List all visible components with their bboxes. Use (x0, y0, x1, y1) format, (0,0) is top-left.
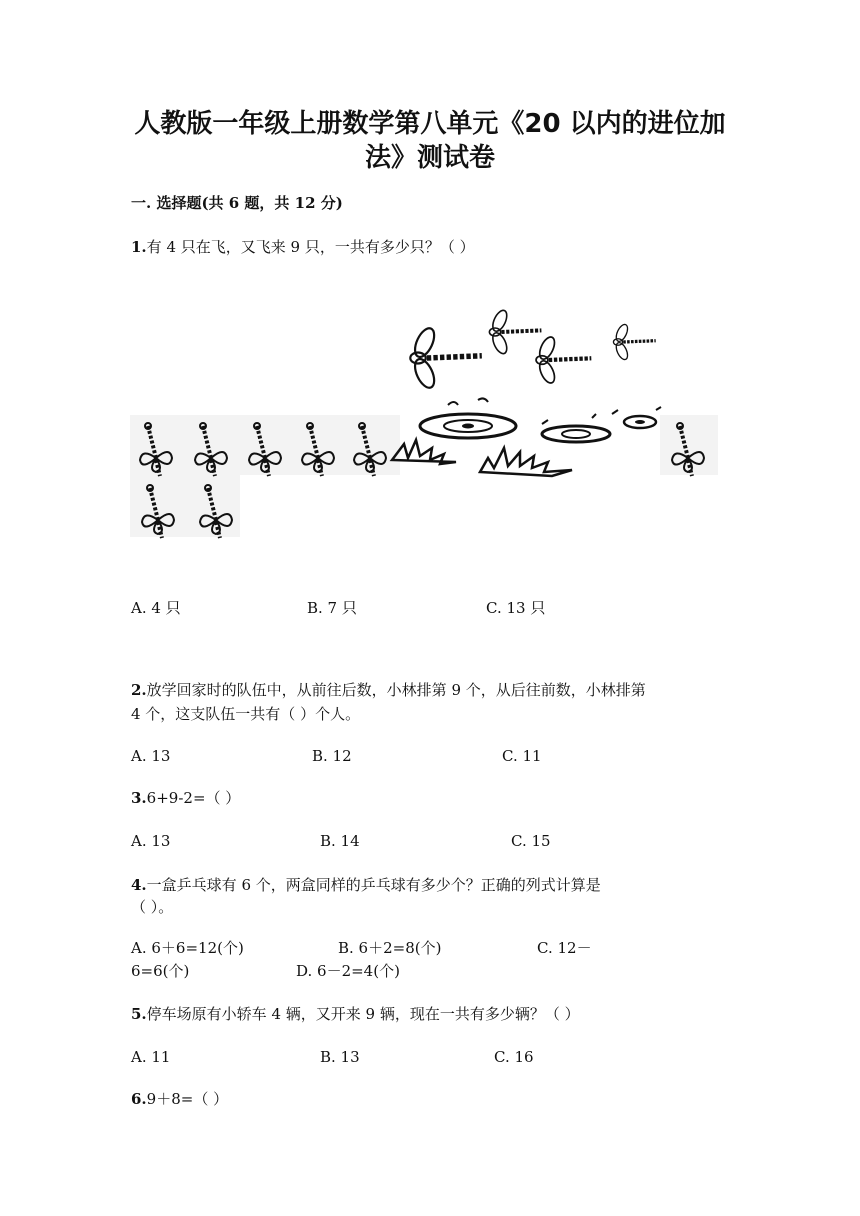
option: D. 6－2=4(个) (296, 962, 400, 980)
question-text-line1: 一盒乒乓球有 6 个，两盒同样的乒乓球有多少个？正确的列式计算是 (146, 876, 601, 894)
option: B. 7 只 (307, 599, 357, 617)
question-1 (131, 237, 475, 257)
question-3 (131, 788, 240, 808)
option: B. 12 (312, 747, 352, 765)
option: C. 16 (494, 1048, 534, 1066)
question-number: 1. (131, 238, 147, 256)
page-title-line2: 法》测试卷 (364, 143, 495, 173)
question-text-line1: 放学回家时的队伍中，从前往后数，小林排第 9 个，从后往前数，小林排第 (146, 681, 646, 699)
option: C. 11 (502, 747, 542, 765)
question-number: 4. (131, 876, 147, 894)
option: B. 6＋2=8(个) (338, 939, 442, 957)
option: B. 13 (320, 1048, 360, 1066)
question-text-line2: 4 个，这支队伍一共有（ ）个人。 (131, 705, 361, 723)
question-text: 停车场原有小轿车 4 辆，又开来 9 辆，现在一共有多少辆？（ ） (146, 1005, 580, 1023)
question-number: 2. (131, 681, 147, 699)
question-text-line2: （ ）。 (131, 898, 174, 916)
section-heading: 一. 选择题(共 6 题，共 12 分) (131, 194, 343, 212)
question-6 (131, 1089, 228, 1109)
question-text: 6+9-2=（ ） (146, 789, 241, 807)
option: A. 13 (131, 832, 171, 850)
option: A. 6＋6=12(个) (131, 939, 244, 957)
question-4 (131, 875, 601, 895)
option: A. 13 (131, 747, 171, 765)
page-title-line1: 人教版一年级上册数学第八单元《20 以内的进位加 (134, 109, 726, 139)
option: A. 11 (131, 1048, 171, 1066)
question-text: 有 4 只在飞，又飞来 9 只，一共有多少只？（ ） (146, 238, 475, 256)
dragonfly-illustration (130, 300, 720, 545)
question-number: 5. (131, 1005, 147, 1023)
option: C. 15 (511, 832, 551, 850)
question-number: 3. (131, 789, 147, 807)
option: C. 12－ (537, 939, 592, 957)
option: A. 4 只 (131, 599, 181, 617)
question-text: 9＋8=（ ） (146, 1090, 229, 1108)
option: B. 14 (320, 832, 360, 850)
question-5 (131, 1004, 580, 1024)
question-2 (131, 680, 646, 700)
option: C. 13 只 (486, 599, 546, 617)
option-continued: 6=6(个) (131, 962, 190, 980)
question-number: 6. (131, 1090, 147, 1108)
